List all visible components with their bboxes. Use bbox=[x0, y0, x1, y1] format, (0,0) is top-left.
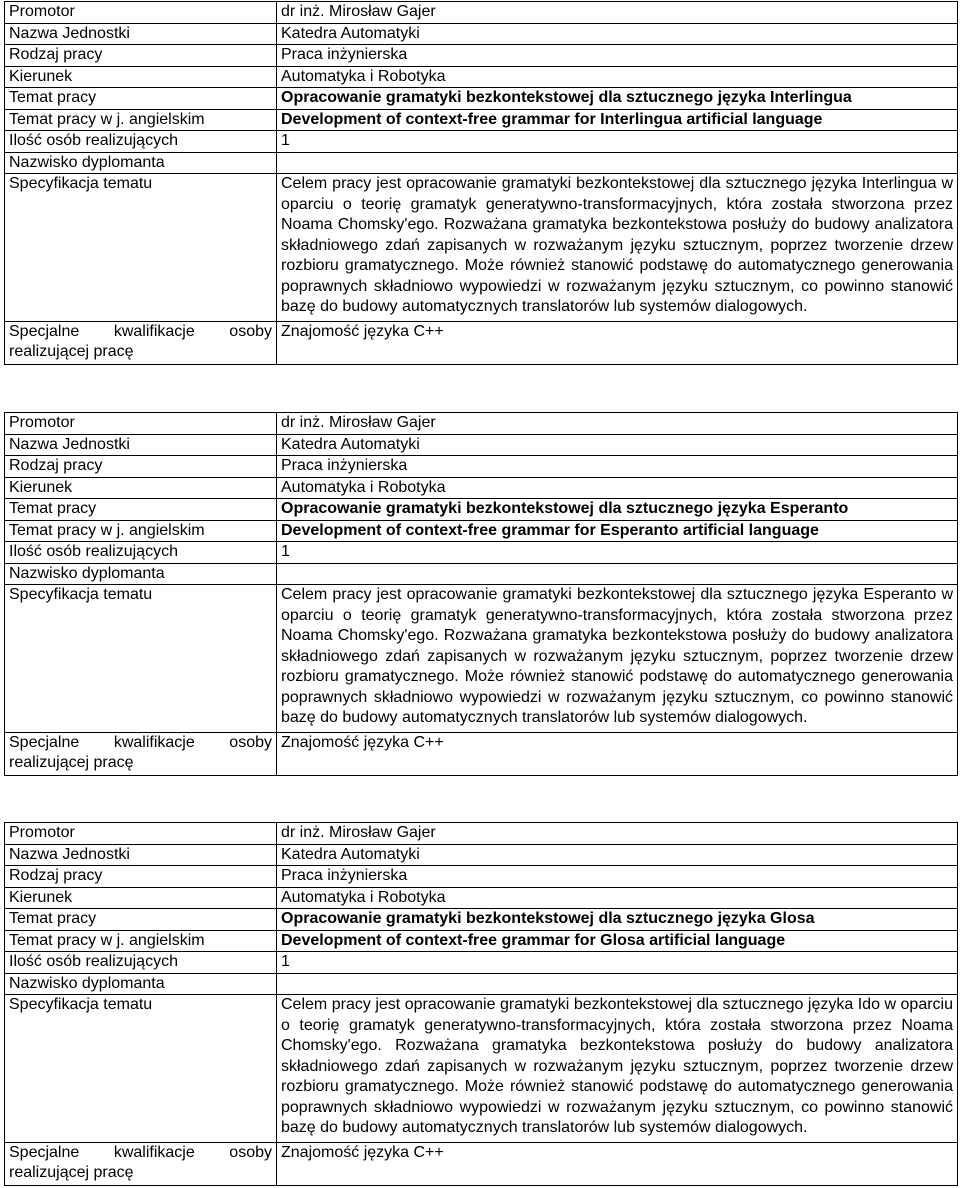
ilosc-value: 1 bbox=[277, 131, 958, 153]
row-nazwisko bbox=[5, 973, 958, 995]
row-ilosc bbox=[5, 542, 958, 564]
promotor-label: Promotor bbox=[5, 413, 277, 435]
ilosc-value: 1 bbox=[277, 542, 958, 564]
row-temat bbox=[5, 909, 958, 931]
row-kierunek bbox=[5, 477, 958, 499]
row-rodzaj bbox=[5, 866, 958, 888]
jednostka-label: Nazwa Jednostki bbox=[5, 434, 277, 456]
temat-label: Temat pracy bbox=[5, 88, 277, 110]
row-nazwisko bbox=[5, 563, 958, 585]
ilosc-label: Ilość osób realizujących bbox=[5, 131, 277, 153]
kierunek-label: Kierunek bbox=[5, 887, 277, 909]
ilosc-label: Ilość osób realizujących bbox=[5, 542, 277, 564]
row-rodzaj bbox=[5, 456, 958, 478]
kierunek-label: Kierunek bbox=[5, 477, 277, 499]
nazwisko-value bbox=[277, 152, 958, 174]
kierunek-value: Automatyka i Robotyka bbox=[277, 887, 958, 909]
temat-value: Opracowanie gramatyki bezkontekstowej dla sztucznego języka Interlingua bbox=[277, 88, 958, 110]
row-specyfikacja bbox=[5, 174, 958, 322]
row-jednostka bbox=[5, 23, 958, 45]
specyfikacja-label: Specyfikacja tematu bbox=[5, 995, 277, 1143]
specyfikacja-value: Celem pracy jest opracowanie gramatyki bezkontekstowej dla sztucznego języka Ido w oparciu o teorię gramatyk generatywno-transformacyjnych, która została stworzona przez Noama Chomsky'ego. Rozważana gramatyka bezkontekstowa posłuży do budowy analizatora składniowego zdań zapisanych w rozważanym języku sztucznym, poprzez tworzenie drzew rozbioru gramatycznego. Może również stanowić podstawę do automatycznego generowania poprawnych składniowo wypowiedzi w rozważanym języku sztucznym, co powinno stanowić bazę do budowy automatycznych translatorów lub systemów dialogowych. bbox=[277, 995, 958, 1143]
rodzaj-value: Praca inżynierska bbox=[277, 866, 958, 888]
rodzaj-label: Rodzaj pracy bbox=[5, 866, 277, 888]
nazwisko-value bbox=[277, 563, 958, 585]
promotor-value: dr inż. Mirosław Gajer bbox=[277, 2, 958, 24]
temat-label: Temat pracy bbox=[5, 499, 277, 521]
kwalifikacje-label-line1: Specjalne kwalifikacje osoby bbox=[9, 733, 272, 751]
row-specyfikacja bbox=[5, 995, 958, 1143]
promotor-value: dr inż. Mirosław Gajer bbox=[277, 823, 958, 845]
row-ilosc bbox=[5, 952, 958, 974]
jednostka-value: Katedra Automatyki bbox=[277, 434, 958, 456]
kwalifikacje-value: Znajomość języka C++ bbox=[277, 1142, 958, 1185]
temat-en-label: Temat pracy w j. angielskim bbox=[5, 109, 277, 131]
row-temat bbox=[5, 499, 958, 521]
specyfikacja-value: Celem pracy jest opracowanie gramatyki bezkontekstowej dla sztucznego języka Esperanto w oparciu o teorię gramatyk generatywno-transformacyjnych, która została stworzona przez Noama Chomsky'ego. Rozważana gramatyka bezkontekstowa posłuży do budowy analizatora składniowego zdań zapisanych w rozważanym języku sztucznym, poprzez tworzenie drzew rozbioru gramatycznego. Może również stanowić podstawę do automatycznego generowania poprawnych składniowo wypowiedzi w rozważanym języku sztucznym, co powinno stanowić bazę do budowy automatycznych translatorów lub systemów dialogowych. bbox=[277, 585, 958, 733]
promotor-label: Promotor bbox=[5, 2, 277, 24]
row-temat bbox=[5, 88, 958, 110]
rodzaj-value: Praca inżynierska bbox=[277, 45, 958, 67]
temat-label: Temat pracy bbox=[5, 909, 277, 931]
jednostka-value: Katedra Automatyki bbox=[277, 23, 958, 45]
row-kierunek bbox=[5, 66, 958, 88]
kwalifikacje-label bbox=[5, 732, 277, 775]
nazwisko-label: Nazwisko dyplomanta bbox=[5, 563, 277, 585]
jednostka-value: Katedra Automatyki bbox=[277, 844, 958, 866]
kierunek-value: Automatyka i Robotyka bbox=[277, 66, 958, 88]
temat-en-value: Development of context-free grammar for Interlingua artificial language bbox=[277, 109, 958, 131]
kierunek-value: Automatyka i Robotyka bbox=[277, 477, 958, 499]
thesis-table-interlingua bbox=[4, 1, 958, 365]
row-jednostka bbox=[5, 844, 958, 866]
kwalifikacje-label bbox=[5, 321, 277, 364]
row-kwalifikacje bbox=[5, 732, 958, 775]
row-specyfikacja bbox=[5, 585, 958, 733]
row-temat-en bbox=[5, 520, 958, 542]
row-promotor bbox=[5, 2, 958, 24]
temat-value: Opracowanie gramatyki bezkontekstowej dla sztucznego języka Esperanto bbox=[277, 499, 958, 521]
row-kwalifikacje bbox=[5, 1142, 958, 1185]
specyfikacja-value: Celem pracy jest opracowanie gramatyki bezkontekstowej dla sztucznego języka Interlingua w oparciu o teorię gramatyk generatywno-transformacyjnych, która została stworzona przez Noama Chomsky'ego. Rozważana gramatyka bezkontekstowa posłuży do budowy analizatora składniowego zdań zapisanych w rozważanym języku sztucznym, poprzez tworzenie drzew rozbioru gramatycznego. Może również stanowić podstawę do automatycznego generowania poprawnych składniowo wypowiedzi w rozważanym języku sztucznym, co powinno stanowić bazę do budowy automatycznych translatorów lub systemów dialogowych. bbox=[277, 174, 958, 322]
temat-en-value: Development of context-free grammar for Esperanto artificial language bbox=[277, 520, 958, 542]
temat-en-value: Development of context-free grammar for Glosa artificial language bbox=[277, 930, 958, 952]
ilosc-value: 1 bbox=[277, 952, 958, 974]
row-promotor bbox=[5, 413, 958, 435]
temat-value: Opracowanie gramatyki bezkontekstowej dla sztucznego języka Glosa bbox=[277, 909, 958, 931]
jednostka-label: Nazwa Jednostki bbox=[5, 23, 277, 45]
kwalifikacje-label-line2: realizującej pracę bbox=[9, 754, 134, 771]
rodzaj-value: Praca inżynierska bbox=[277, 456, 958, 478]
ilosc-label: Ilość osób realizujących bbox=[5, 952, 277, 974]
row-temat-en bbox=[5, 930, 958, 952]
row-jednostka bbox=[5, 434, 958, 456]
nazwisko-label: Nazwisko dyplomanta bbox=[5, 152, 277, 174]
temat-en-label: Temat pracy w j. angielskim bbox=[5, 930, 277, 952]
rodzaj-label: Rodzaj pracy bbox=[5, 45, 277, 67]
jednostka-label: Nazwa Jednostki bbox=[5, 844, 277, 866]
thesis-table-esperanto bbox=[4, 412, 958, 776]
row-rodzaj bbox=[5, 45, 958, 67]
kwalifikacje-label-line2: realizującej pracę bbox=[9, 1164, 134, 1181]
row-ilosc bbox=[5, 131, 958, 153]
rodzaj-label: Rodzaj pracy bbox=[5, 456, 277, 478]
kwalifikacje-label-line1: Specjalne kwalifikacje osoby bbox=[9, 322, 272, 340]
nazwisko-label: Nazwisko dyplomanta bbox=[5, 973, 277, 995]
row-promotor bbox=[5, 823, 958, 845]
promotor-value: dr inż. Mirosław Gajer bbox=[277, 413, 958, 435]
nazwisko-value bbox=[277, 973, 958, 995]
kwalifikacje-label bbox=[5, 1142, 277, 1185]
kierunek-label: Kierunek bbox=[5, 66, 277, 88]
promotor-label: Promotor bbox=[5, 823, 277, 845]
row-nazwisko bbox=[5, 152, 958, 174]
kwalifikacje-label-line1: Specjalne kwalifikacje osoby bbox=[9, 1143, 272, 1161]
thesis-table-glosa bbox=[4, 822, 958, 1186]
temat-en-label: Temat pracy w j. angielskim bbox=[5, 520, 277, 542]
row-kwalifikacje bbox=[5, 321, 958, 364]
row-temat-en bbox=[5, 109, 958, 131]
kwalifikacje-value: Znajomość języka C++ bbox=[277, 321, 958, 364]
specyfikacja-label: Specyfikacja tematu bbox=[5, 585, 277, 733]
kwalifikacje-value: Znajomość języka C++ bbox=[277, 732, 958, 775]
kwalifikacje-label-line2: realizującej pracę bbox=[9, 343, 134, 360]
row-kierunek bbox=[5, 887, 958, 909]
specyfikacja-label: Specyfikacja tematu bbox=[5, 174, 277, 322]
